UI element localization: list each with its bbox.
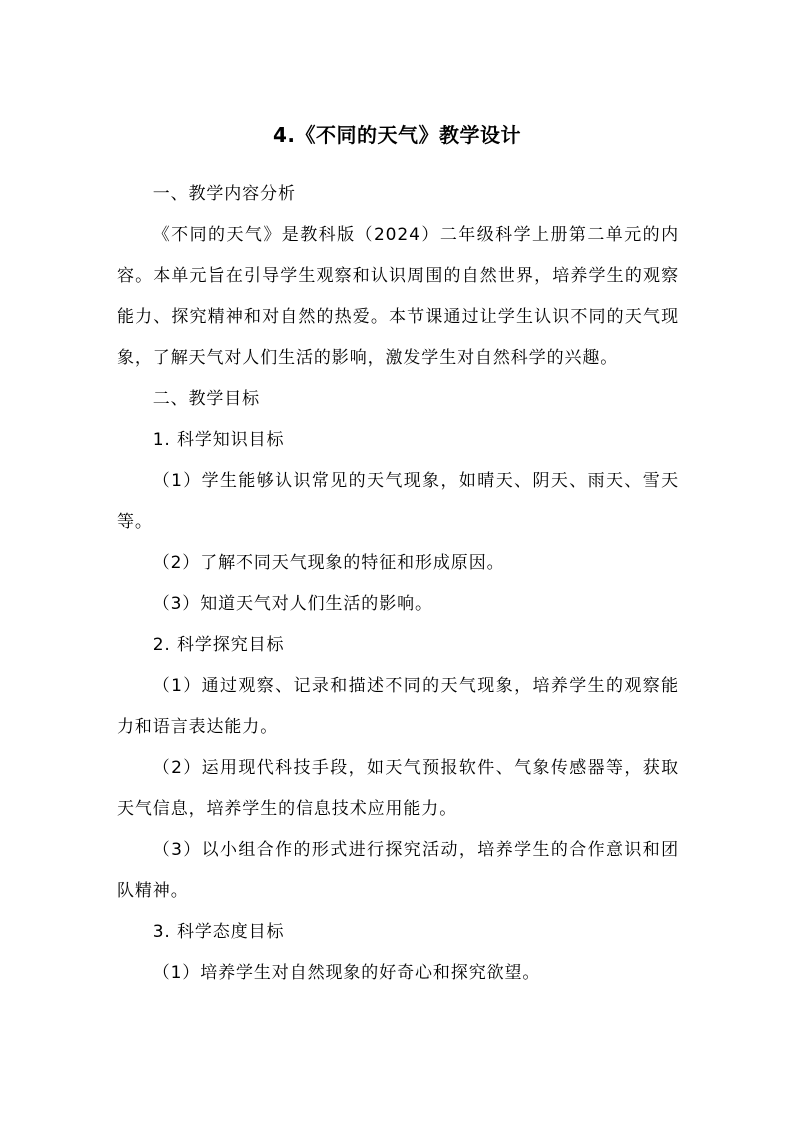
subheading-attitude-goals: 3. 科学态度目标	[152, 922, 285, 942]
list-item-knowledge-3: （3）知道天气对人们生活的影响。	[152, 594, 433, 614]
paragraph-content-analysis: 《不同的天气》是教科版（2024）二年级科学上册第二单元的内容。本单元旨在引导学生观察和认识周围的自然世界，培养学生的观察能力、探究精神和对自然的热爱。本节课通过让学生认识不同的天气现象，了解天气对人们生活的影响，激发学生对自然科学的兴趣。	[117, 225, 679, 368]
document-body	[117, 174, 679, 994]
section-heading-content-analysis: 一、教学内容分析	[152, 184, 296, 204]
list-item-inquiry-2: （2）运用现代科技手段，如天气预报软件、气象传感器等，获取天气信息，培养学生的信息技术应用能力。	[117, 758, 679, 819]
list-item-knowledge-1: （1）学生能够认识常见的天气现象，如晴天、阴天、雨天、雪天等。	[117, 471, 679, 532]
list-item-knowledge-2: （2）了解不同天气现象的特征和形成原因。	[152, 553, 505, 573]
list-item-attitude-1: （1）培养学生对自然现象的好奇心和探究欲望。	[152, 963, 541, 983]
document-title: 4.《不同的天气》教学设计	[272, 123, 521, 147]
list-item-inquiry-3: （3）以小组合作的形式进行探究活动，培养学生的合作意识和团队精神。	[117, 840, 679, 901]
section-heading-teaching-goals: 二、教学目标	[152, 389, 261, 409]
subheading-knowledge-goals: 1. 科学知识目标	[152, 430, 285, 450]
subheading-inquiry-goals: 2. 科学探究目标	[152, 635, 285, 655]
list-item-inquiry-1: （1）通过观察、记录和描述不同的天气现象，培养学生的观察能力和语言表达能力。	[117, 676, 679, 737]
